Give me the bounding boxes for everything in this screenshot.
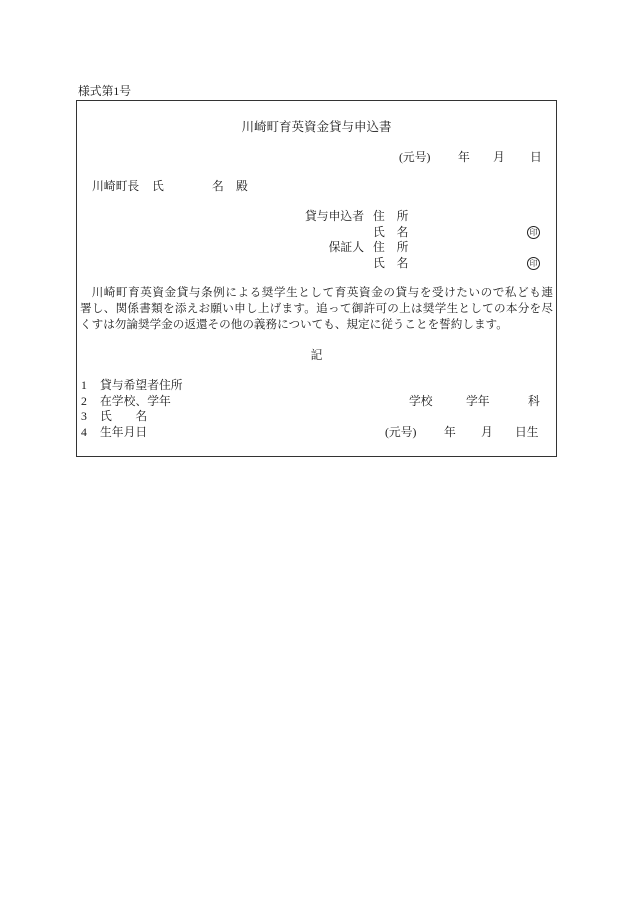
item-field-school: 学校 bbox=[409, 394, 433, 408]
item-label: 在学校、学年 bbox=[100, 394, 171, 408]
item-number: 3 bbox=[81, 409, 87, 423]
applicant-name-label: 氏 名 bbox=[373, 225, 409, 239]
item-field-year: 年 bbox=[444, 425, 456, 439]
date-day: 日 bbox=[530, 150, 542, 164]
statement-line-3: くすは勿論奨学金の返還その他の義務についても、規定に従うことを誓約します。 bbox=[80, 318, 508, 331]
item-number: 2 bbox=[81, 394, 87, 408]
statement-line-2: 署し、関係書類を添えお願い申し上げます。追って御許可の上は奨学生としての本分を尽 bbox=[80, 302, 553, 315]
item-field-month: 月 bbox=[481, 425, 493, 439]
item-number: 4 bbox=[81, 425, 87, 439]
guarantor-seal-mark: 印 bbox=[527, 257, 540, 270]
guarantor-name-label: 氏 名 bbox=[373, 256, 409, 270]
date-year: 年 bbox=[458, 150, 470, 164]
item-field-day-born: 日生 bbox=[515, 425, 539, 439]
item-field-department: 科 bbox=[528, 394, 540, 408]
guarantor-role: 保証人 bbox=[328, 240, 364, 254]
date-month: 月 bbox=[493, 150, 505, 164]
addressee-name-label-1: 氏 bbox=[152, 179, 164, 193]
guarantor-address-label: 住 所 bbox=[373, 240, 409, 254]
item-label: 氏 名 bbox=[100, 409, 148, 423]
date-era: (元号) bbox=[399, 150, 431, 164]
statement-line-1: 川崎町育英資金貸与条例による奨学生として育英資金の貸与を受けたいので私ども連 bbox=[91, 286, 553, 299]
form-title: 川崎町育英資金貸与申込書 bbox=[241, 120, 392, 134]
item-label: 貸与希望者住所 bbox=[100, 378, 183, 392]
item-label: 生年月日 bbox=[100, 425, 148, 439]
addressee-name-label-2: 名 bbox=[212, 179, 224, 193]
item-field-era: (元号) bbox=[385, 425, 417, 439]
form-number: 様式第1号 bbox=[78, 84, 132, 98]
applicant-role: 貸与申込者 bbox=[305, 209, 364, 223]
record-heading: 記 bbox=[310, 348, 323, 362]
addressee-office: 川崎町長 bbox=[92, 179, 140, 193]
item-number: 1 bbox=[81, 378, 87, 392]
item-field-grade: 学年 bbox=[466, 394, 490, 408]
applicant-address-label: 住 所 bbox=[373, 209, 409, 223]
addressee-honorific: 殿 bbox=[236, 179, 248, 193]
applicant-seal-mark: 印 bbox=[527, 226, 540, 239]
